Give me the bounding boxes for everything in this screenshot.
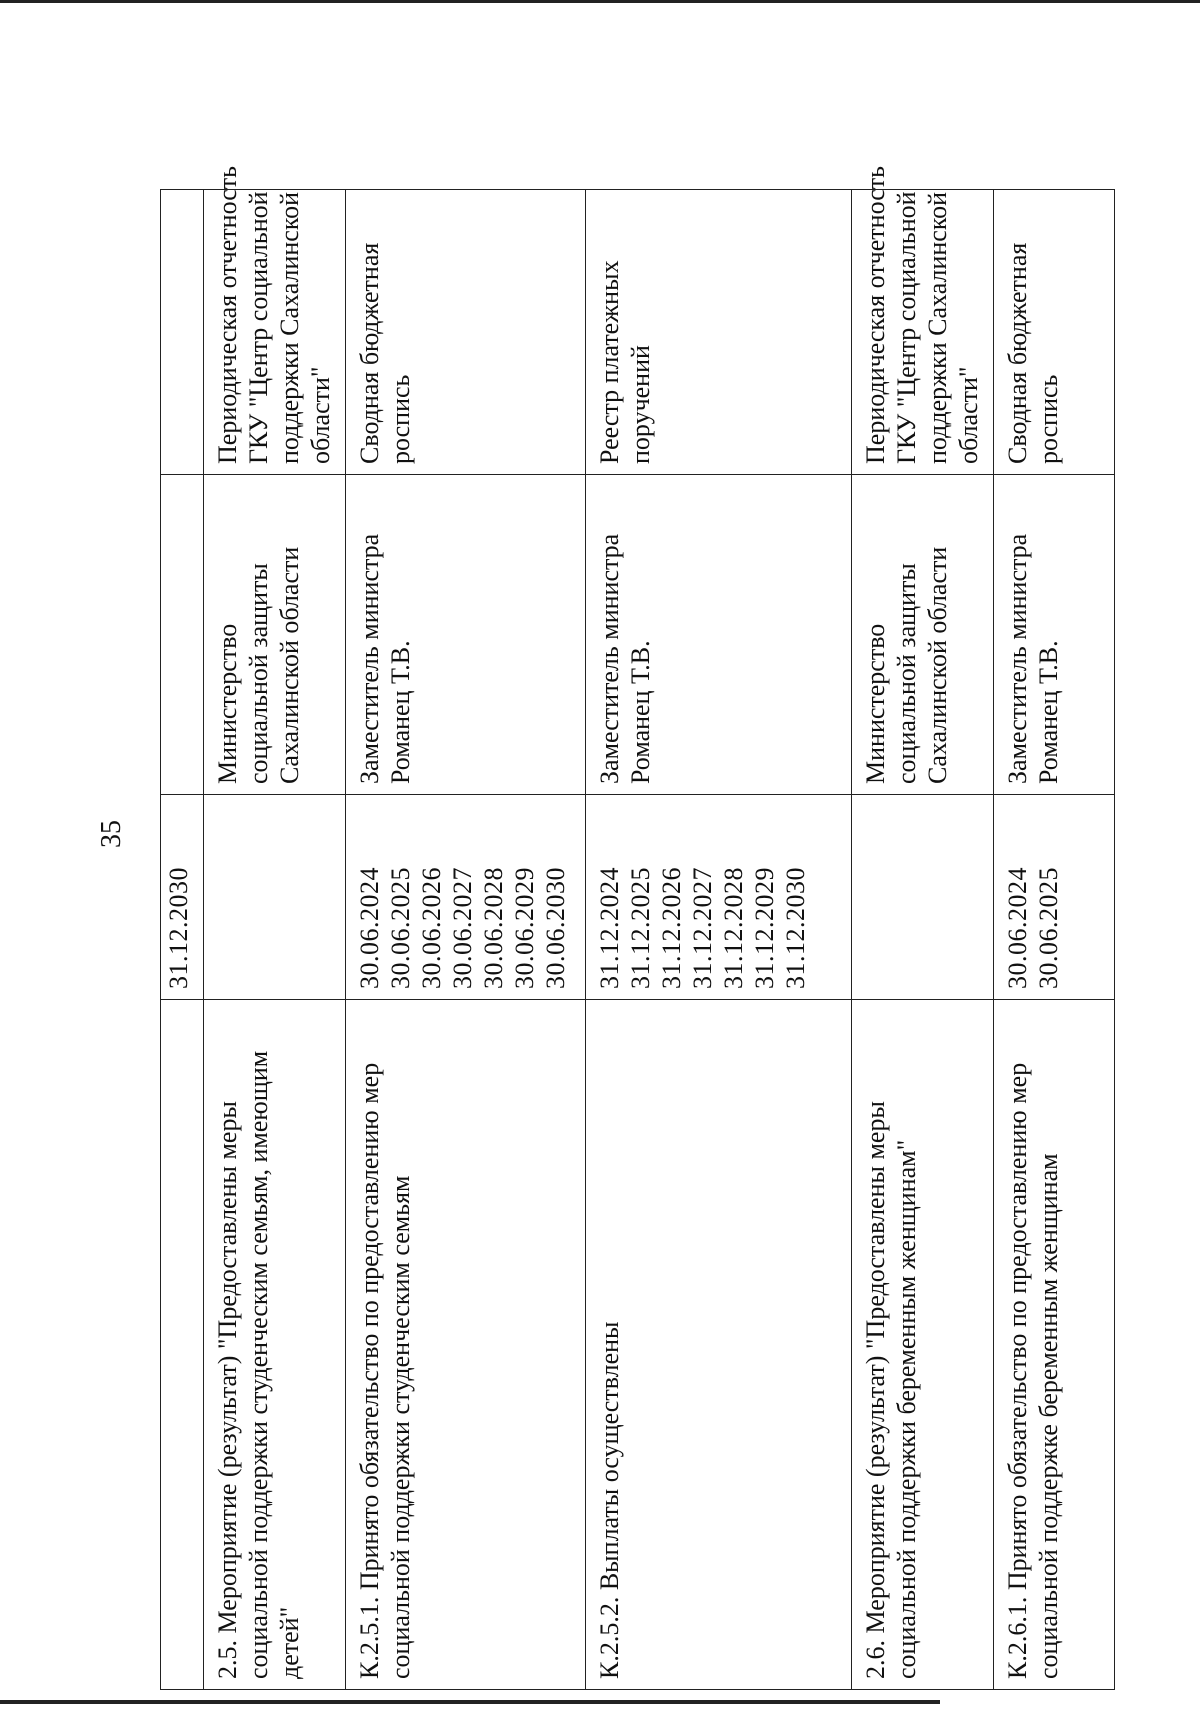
page-number: 35 <box>96 820 127 848</box>
table-row <box>994 190 1115 1690</box>
responsible-line: социальной защиты <box>892 563 922 784</box>
document-line: поддержки Сахалинской <box>923 191 953 464</box>
name-line: К.2.5.1. Принято обязательство по предоставлению мер <box>354 1062 384 1679</box>
date-line: 30.06.2027 <box>447 867 477 989</box>
document-cell <box>161 190 204 475</box>
document-line: роспись <box>1034 374 1064 464</box>
name-cell <box>345 1000 585 1690</box>
deadline-cell <box>852 795 994 1000</box>
document-line: Реестр платежных <box>595 260 624 464</box>
document-cell <box>203 166 345 475</box>
date-line: 30.06.2024 <box>1003 867 1033 989</box>
date-line: 30.06.2024 <box>354 867 384 989</box>
name-line: социальной поддержки беременным женщинам" <box>892 1139 922 1679</box>
document-line: поручений <box>626 345 655 464</box>
date-line: 31.12.2025 <box>626 867 655 989</box>
document-line: области" <box>954 366 984 464</box>
date-line: 31.12.2026 <box>657 867 686 989</box>
responsible-line: Романец Т.В. <box>1034 640 1064 784</box>
name-line: детей" <box>274 1606 304 1679</box>
deadline-cell: 31.12.2030 <box>161 795 204 1000</box>
date-line: 30.06.2028 <box>478 867 508 989</box>
name-line: К.2.5.2. Выплаты осуществлены <box>595 1321 624 1679</box>
deadline-cell <box>586 795 852 1000</box>
deadline-cell <box>994 795 1115 1000</box>
name-cell <box>586 1000 852 1690</box>
date-line: 31.12.2030 <box>781 867 810 989</box>
name-cell <box>852 1000 994 1690</box>
name-cell <box>161 1000 204 1690</box>
responsible-line: Сахалинской области <box>923 546 953 784</box>
responsible-line: Заместитель министра <box>354 533 384 784</box>
date-line: 31.12.2028 <box>719 867 748 989</box>
document-cell <box>345 190 585 475</box>
date-line: 30.06.2026 <box>416 867 446 989</box>
document-line: поддержки Сахалинской <box>274 191 304 464</box>
date-line: 30.06.2029 <box>509 867 539 989</box>
responsible-line: Министерство <box>212 623 242 784</box>
responsible-line: Министерство <box>861 623 891 784</box>
document-cell <box>994 190 1115 475</box>
date-line: 30.06.2030 <box>540 867 570 989</box>
document-line: Сводная бюджетная <box>354 242 384 464</box>
scan-edge-bottom <box>0 1700 940 1704</box>
document-line: ГКУ "Центр социальной <box>243 191 273 464</box>
date-line: 31.12.2027 <box>688 867 717 989</box>
responsible-line: социальной защиты <box>243 563 273 784</box>
document-cell <box>586 190 852 475</box>
name-line: социальной поддержке беременным женщинам <box>1034 1153 1064 1679</box>
activities-table <box>160 166 1115 1690</box>
responsible-cell <box>203 475 345 795</box>
name-line: 2.5. Мероприятие (результат) "Предоставлены меры <box>212 1101 242 1679</box>
scan-edge-top <box>0 0 1200 3</box>
table-row <box>161 190 204 1690</box>
date-line: 31.12.2024 <box>595 867 624 989</box>
date-line: 30.06.2025 <box>385 867 415 989</box>
responsible-cell <box>586 475 852 795</box>
responsible-cell <box>345 475 585 795</box>
table-row <box>586 190 852 1690</box>
responsible-cell <box>994 475 1115 795</box>
name-line: 2.6. Мероприятие (результат) "Предоставлены меры <box>861 1101 891 1679</box>
responsible-line: Сахалинской области <box>274 546 304 784</box>
name-line: социальной поддержки студенческим семьям <box>385 1175 415 1679</box>
responsible-line: Романец Т.В. <box>626 640 655 784</box>
name-line: К.2.6.1. Принято обязательство по предоставлению мер <box>1003 1062 1033 1679</box>
responsible-line: Заместитель министра <box>1003 533 1033 784</box>
responsible-line: Заместитель министра <box>595 533 624 784</box>
table-row <box>852 190 994 1690</box>
document-line: Сводная бюджетная <box>1003 242 1033 464</box>
name-cell <box>994 1000 1115 1690</box>
responsible-cell <box>161 475 204 795</box>
date-line: 31.12.2029 <box>750 867 779 989</box>
table-row <box>203 190 345 1690</box>
document-line: ГКУ "Центр социальной <box>892 191 922 464</box>
document-line: роспись <box>385 374 415 464</box>
name-cell <box>203 1000 345 1690</box>
deadline-cell <box>345 795 585 1000</box>
document-line: области" <box>305 366 335 464</box>
responsible-cell <box>852 475 994 795</box>
document-line: Периодическая отчетность <box>861 166 891 464</box>
table-row <box>345 190 585 1690</box>
name-line: социальной поддержки студенческим семьям, имеющим <box>243 1050 273 1679</box>
table-container <box>160 166 1115 1690</box>
deadline-cell <box>203 795 345 1000</box>
document-cell <box>852 166 994 475</box>
responsible-line: Романец Т.В. <box>385 640 415 784</box>
document-line: Периодическая отчетность <box>212 166 242 464</box>
date-line: 30.06.2025 <box>1034 867 1064 989</box>
